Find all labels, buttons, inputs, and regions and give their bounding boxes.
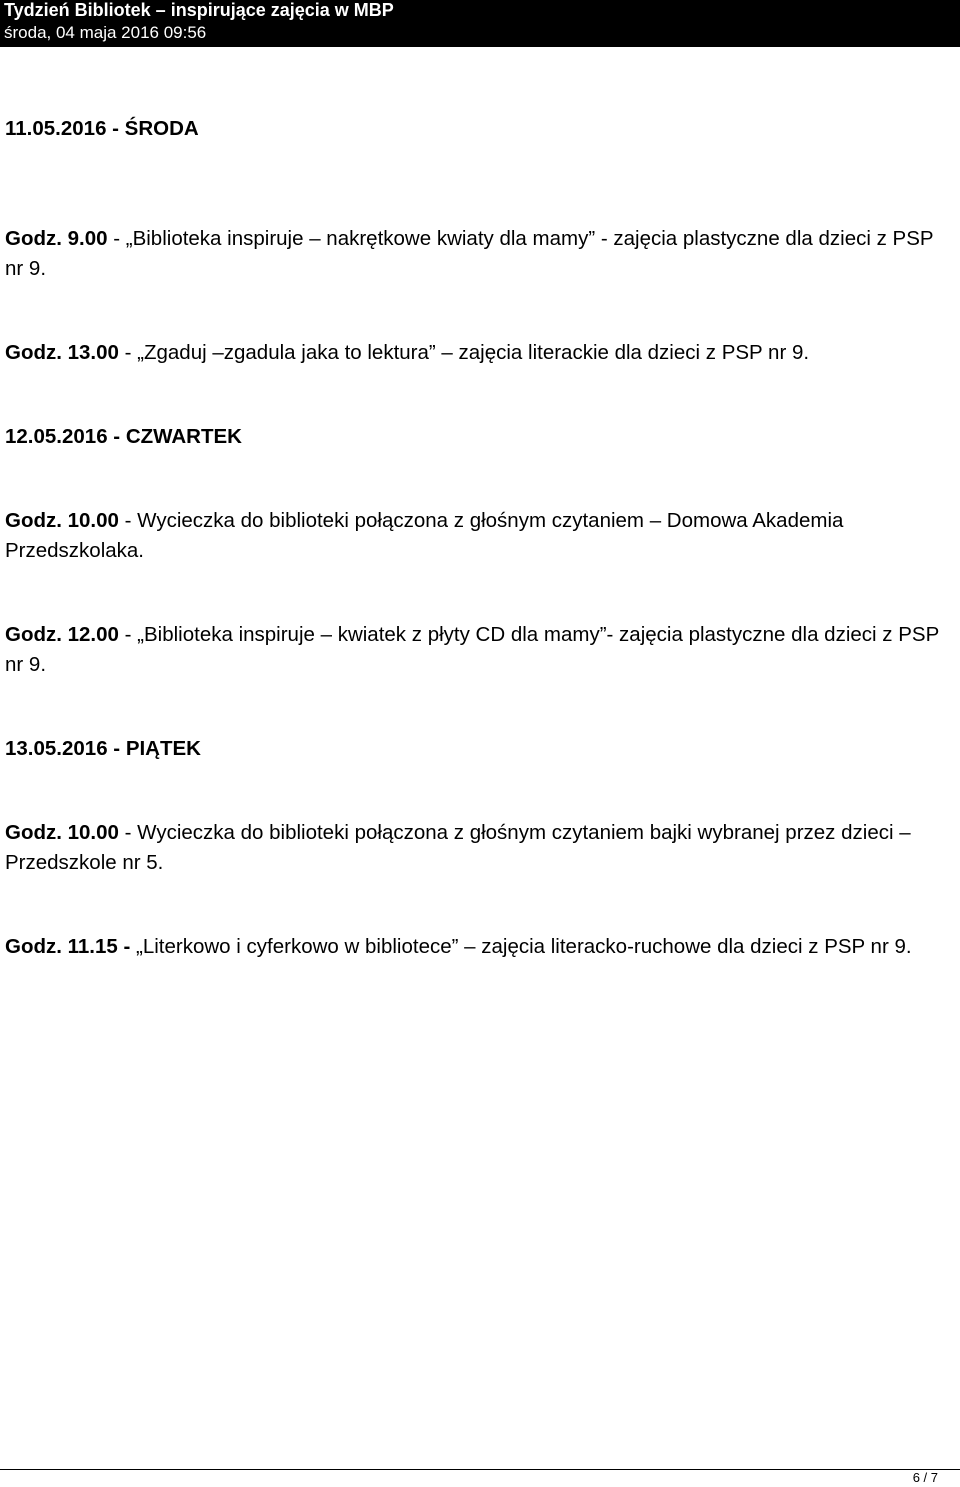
event-description: „Literkowo i cyferkowo w bibliotece” – zajęcia literacko-ruchowe dla dzieci z PSP nr 9. (130, 935, 912, 958)
event-time: Godz. 9.00 (5, 227, 108, 250)
page-number: 6 / 7 (912, 1470, 938, 1485)
event-description: - „Biblioteka inspiruje – kwiatek z płyty CD dla mamy”- zajęcia plastyczne dla dzieci z PSP nr 9. (5, 623, 939, 676)
event-entry (5, 506, 950, 566)
event-time: Godz. 12.00 (5, 623, 119, 646)
event-description: - „Biblioteka inspiruje – nakrętkowe kwiaty dla mamy” - zajęcia plastyczne dla dzieci z PSP nr 9. (5, 227, 934, 280)
event-time: Godz. 11.15 - (5, 935, 131, 958)
event-entry (5, 338, 950, 368)
day-heading-wednesday: 11.05.2016 - ŚRODA (5, 117, 199, 140)
document-title: Tydzień Bibliotek – inspirujące zajęcia w MBP (4, 0, 394, 20)
footer-divider (0, 1469, 960, 1470)
day-heading-thursday: 12.05.2016 - CZWARTEK (5, 425, 242, 448)
document-body (5, 114, 950, 962)
event-description: - Wycieczka do biblioteki połączona z głośnym czytaniem – Domowa Akademia Przedszkolaka. (5, 509, 844, 562)
day-heading-friday: 13.05.2016 - PIĄTEK (5, 737, 201, 760)
event-time: Godz. 10.00 (5, 509, 119, 532)
document-date: środa, 04 maja 2016 09:56 (4, 23, 207, 42)
document-header (0, 0, 960, 47)
event-entry (5, 818, 950, 878)
event-entry (5, 224, 950, 284)
event-description: - Wycieczka do biblioteki połączona z głośnym czytaniem bajki wybranej przez dzieci – Przedszkole nr 5. (5, 821, 911, 874)
event-time: Godz. 13.00 (5, 341, 119, 364)
event-description: - „Zgaduj –zgadula jaka to lektura” – zajęcia literackie dla dzieci z PSP nr 9. (118, 341, 810, 364)
event-time: Godz. 10.00 (5, 821, 119, 844)
event-entry (5, 932, 950, 962)
event-entry (5, 620, 950, 680)
